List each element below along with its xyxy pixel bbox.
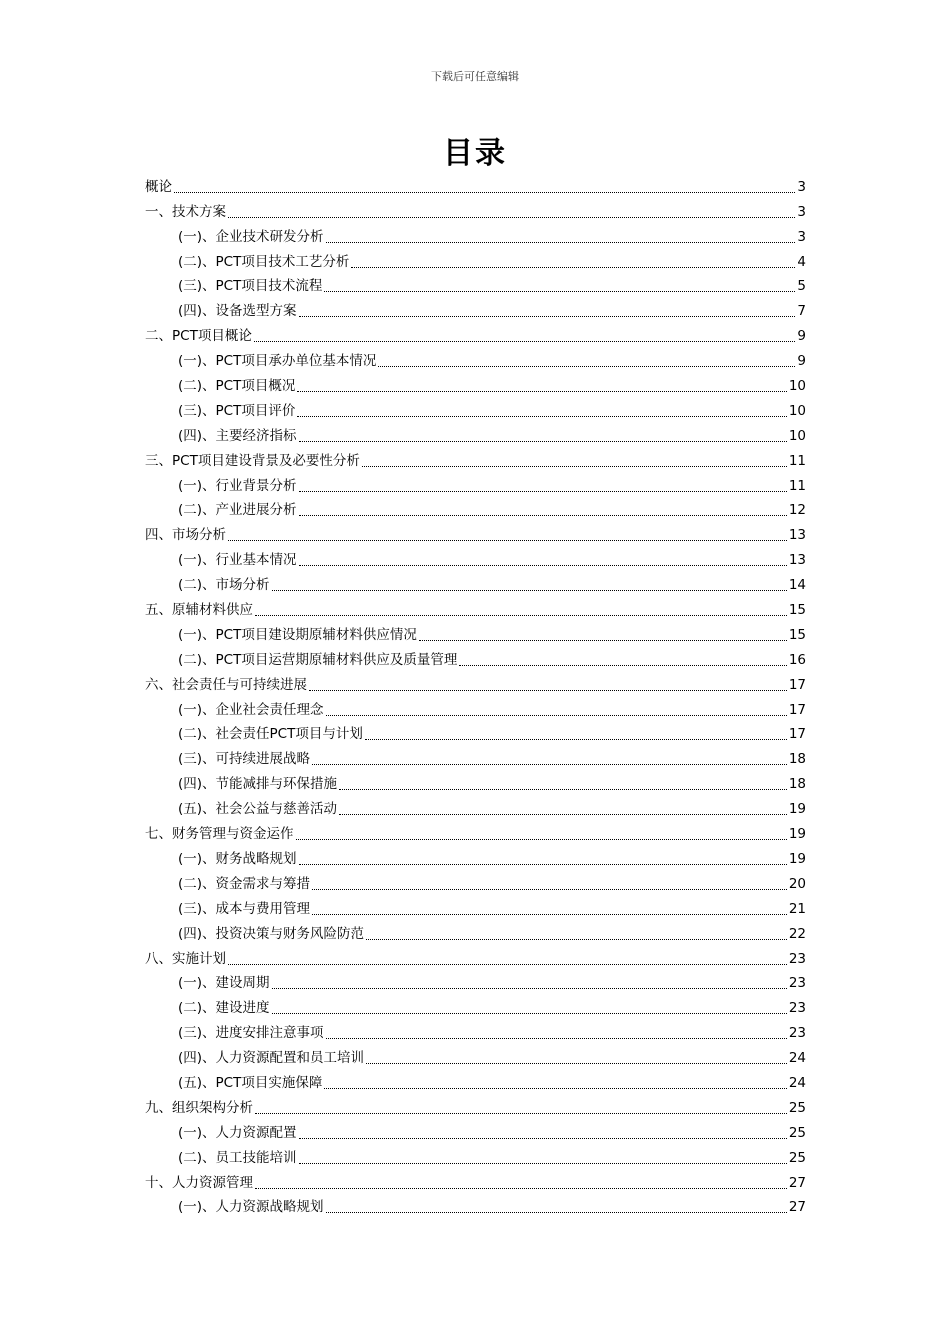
toc-entry[interactable] [145, 946, 806, 971]
toc-entry-page-number: 19 [788, 826, 806, 843]
toc-dot-leader [228, 946, 787, 965]
toc-entry-page-number: 23 [788, 950, 806, 967]
toc-dot-leader [299, 846, 787, 865]
toc-entry[interactable] [145, 971, 806, 996]
toc-entry-page-number: 4 [797, 253, 806, 270]
toc-entry[interactable] [145, 547, 806, 572]
toc-entry[interactable] [145, 622, 806, 647]
toc-entry[interactable] [145, 771, 806, 796]
toc-dot-leader [326, 697, 787, 716]
toc-entry-page-number: 9 [797, 353, 806, 370]
toc-entry-label: 概论 [145, 178, 172, 195]
toc-entry[interactable] [145, 597, 806, 622]
toc-dot-leader [299, 1120, 787, 1139]
toc-entry[interactable] [145, 572, 806, 597]
toc-dot-leader [324, 273, 795, 292]
toc-entry-label: 四、市场分析 [145, 527, 226, 544]
toc-entry-page-number: 24 [788, 1074, 806, 1091]
toc-dot-leader [299, 473, 787, 492]
toc-entry-page-number: 23 [788, 975, 806, 992]
toc-entry[interactable] [145, 1145, 806, 1170]
toc-entry-label: 八、实施计划 [145, 950, 226, 967]
toc-entry-page-number: 17 [788, 676, 806, 693]
page-title: 目录 [443, 136, 507, 171]
toc-entry-page-number: 24 [788, 1050, 806, 1067]
toc-entry-page-number: 22 [788, 925, 806, 942]
toc-entry[interactable] [145, 448, 806, 473]
toc-entry-label: (五)、PCT项目实施保障 [178, 1074, 323, 1091]
toc-entry[interactable] [145, 323, 806, 348]
toc-entry-page-number: 15 [788, 602, 806, 619]
toc-entry[interactable] [145, 174, 806, 199]
toc-dot-leader [174, 174, 795, 193]
toc-dot-leader [299, 1145, 787, 1164]
toc-entry-page-number: 13 [788, 552, 806, 569]
toc-entry-page-number: 21 [788, 900, 806, 917]
toc-entry-label: (四)、节能减排与环保措施 [178, 776, 338, 793]
toc-dot-leader [309, 672, 787, 691]
toc-dot-leader [299, 298, 796, 317]
toc-entry-page-number: 25 [788, 1149, 806, 1166]
toc-dot-leader [297, 398, 786, 417]
toc-entry-label: (四)、设备选型方案 [178, 303, 297, 320]
toc-entry-page-number: 25 [788, 1099, 806, 1116]
toc-dot-leader [365, 721, 787, 740]
toc-entry[interactable] [145, 274, 806, 299]
toc-entry[interactable] [145, 697, 806, 722]
toc-entry-page-number: 19 [788, 801, 806, 818]
toc-dot-leader [419, 622, 787, 641]
toc-entry[interactable] [145, 224, 806, 249]
toc-entry-page-number: 25 [788, 1124, 806, 1141]
toc-entry-page-number: 18 [788, 751, 806, 768]
toc-entry[interactable] [145, 348, 806, 373]
toc-entry-label: (一)、行业背景分析 [178, 477, 297, 494]
toc-dot-leader [326, 1194, 787, 1213]
toc-entry[interactable] [145, 1020, 806, 1045]
toc-entry-page-number: 3 [797, 228, 806, 245]
toc-entry-label: (一)、人力资源配置 [178, 1124, 297, 1141]
toc-entry-page-number: 23 [788, 1000, 806, 1017]
toc-entry[interactable] [145, 522, 806, 547]
toc-dot-leader [339, 771, 787, 790]
toc-dot-leader [351, 249, 795, 268]
toc-entry[interactable] [145, 373, 806, 398]
toc-entry-label: 六、社会责任与可持续进展 [145, 676, 307, 693]
toc-dot-leader [366, 921, 787, 940]
toc-dot-leader [324, 1070, 786, 1089]
toc-entry-page-number: 16 [788, 651, 806, 668]
toc-entry[interactable] [145, 672, 806, 697]
toc-entry-label: (二)、员工技能培训 [178, 1149, 297, 1166]
toc-entry-page-number: 20 [788, 875, 806, 892]
toc-dot-leader [272, 995, 787, 1014]
toc-dot-leader [255, 1095, 787, 1114]
toc-entry[interactable] [145, 473, 806, 498]
toc-entry-page-number: 15 [788, 626, 806, 643]
table-of-contents [145, 174, 806, 1219]
toc-entry[interactable] [145, 423, 806, 448]
toc-entry[interactable] [145, 796, 806, 821]
toc-entry-label: (一)、财务战略规划 [178, 850, 297, 867]
toc-entry-label: (二)、PCT项目技术工艺分析 [178, 253, 350, 270]
toc-entry[interactable] [145, 722, 806, 747]
toc-dot-leader [228, 199, 795, 218]
toc-entry-label: (三)、进度安排注意事项 [178, 1025, 324, 1042]
toc-entry-label: (一)、PCT项目建设期原辅材料供应情况 [178, 626, 417, 643]
toc-entry[interactable] [145, 647, 806, 672]
toc-dot-leader [299, 497, 787, 516]
toc-entry[interactable] [145, 1070, 806, 1095]
toc-dot-leader [362, 448, 787, 467]
toc-entry-page-number: 3 [797, 178, 806, 195]
toc-dot-leader [459, 647, 786, 666]
toc-entry-label: 二、PCT项目概论 [145, 328, 252, 345]
toc-entry-label: (一)、建设周期 [178, 975, 270, 992]
toc-entry-page-number: 23 [788, 1025, 806, 1042]
toc-entry[interactable] [145, 846, 806, 871]
toc-entry-page-number: 19 [788, 850, 806, 867]
toc-entry-label: 一、技术方案 [145, 203, 226, 220]
toc-dot-leader [326, 224, 796, 243]
toc-entry[interactable] [145, 821, 806, 846]
toc-entry[interactable] [145, 921, 806, 946]
toc-entry[interactable] [145, 398, 806, 423]
toc-entry[interactable] [145, 199, 806, 224]
toc-dot-leader [299, 423, 787, 442]
toc-dot-leader [296, 821, 787, 840]
toc-entry-page-number: 11 [788, 477, 806, 494]
toc-entry[interactable] [145, 1170, 806, 1195]
toc-dot-leader [297, 373, 786, 392]
toc-dot-leader [272, 572, 787, 591]
header-note: 下载后可任意编辑 [431, 70, 519, 83]
toc-entry[interactable] [145, 1120, 806, 1145]
toc-entry-label: 五、原辅材料供应 [145, 602, 253, 619]
toc-entry-page-number: 5 [797, 278, 806, 295]
toc-entry-label: (二)、产业进展分析 [178, 502, 297, 519]
toc-entry-page-number: 3 [797, 203, 806, 220]
toc-entry-label: 九、组织架构分析 [145, 1099, 253, 1116]
toc-entry-label: (一)、PCT项目承办单位基本情况 [178, 353, 377, 370]
toc-dot-leader [312, 871, 787, 890]
toc-entry[interactable] [145, 249, 806, 274]
toc-entry[interactable] [145, 1045, 806, 1070]
toc-entry[interactable] [145, 298, 806, 323]
toc-entry-label: (三)、PCT项目评价 [178, 402, 296, 419]
toc-entry-label: (一)、人力资源战略规划 [178, 1199, 324, 1216]
toc-entry-label: (三)、成本与费用管理 [178, 900, 311, 917]
toc-dot-leader [299, 547, 787, 566]
toc-entry-label: (三)、可持续进展战略 [178, 751, 311, 768]
toc-dot-leader [326, 1020, 787, 1039]
toc-entry-page-number: 9 [797, 328, 806, 345]
toc-entry-label: (一)、行业基本情况 [178, 552, 297, 569]
toc-entry-page-number: 13 [788, 527, 806, 544]
toc-dot-leader [254, 323, 796, 342]
toc-entry-page-number: 10 [788, 402, 806, 419]
toc-entry-label: (一)、企业社会责任理念 [178, 701, 324, 718]
toc-entry[interactable] [145, 896, 806, 921]
toc-entry-label: (一)、企业技术研发分析 [178, 228, 324, 245]
toc-entry-label: (二)、建设进度 [178, 1000, 270, 1017]
toc-entry-label: (二)、资金需求与筹措 [178, 875, 311, 892]
toc-dot-leader [366, 1045, 787, 1064]
toc-entry-page-number: 27 [788, 1199, 806, 1216]
toc-entry[interactable] [145, 498, 806, 523]
toc-entry[interactable] [145, 995, 806, 1020]
toc-entry[interactable] [145, 746, 806, 771]
toc-entry-label: (二)、市场分析 [178, 577, 270, 594]
toc-entry-label: (四)、人力资源配置和员工培训 [178, 1050, 365, 1067]
toc-dot-leader [378, 348, 795, 367]
toc-entry-page-number: 17 [788, 726, 806, 743]
toc-entry-label: 七、财务管理与资金运作 [145, 826, 294, 843]
toc-entry-label: (四)、主要经济指标 [178, 427, 297, 444]
toc-entry-label: (二)、PCT项目运营期原辅材料供应及质量管理 [178, 651, 458, 668]
toc-entry-page-number: 10 [788, 378, 806, 395]
toc-entry-page-number: 14 [788, 577, 806, 594]
toc-entry-page-number: 27 [788, 1174, 806, 1191]
toc-entry-label: (二)、PCT项目概况 [178, 378, 296, 395]
toc-entry-page-number: 7 [797, 303, 806, 320]
toc-entry-page-number: 11 [788, 452, 806, 469]
toc-entry[interactable] [145, 1095, 806, 1120]
toc-entry[interactable] [145, 871, 806, 896]
toc-dot-leader [312, 746, 787, 765]
toc-entry-page-number: 10 [788, 427, 806, 444]
toc-dot-leader [255, 597, 787, 616]
toc-entry-label: (三)、PCT项目技术流程 [178, 278, 323, 295]
toc-dot-leader [272, 970, 787, 989]
toc-entry[interactable] [145, 1195, 806, 1220]
toc-entry-label: (二)、社会责任PCT项目与计划 [178, 726, 363, 743]
toc-entry-page-number: 17 [788, 701, 806, 718]
toc-dot-leader [228, 522, 787, 541]
toc-entry-label: (五)、社会公益与慈善活动 [178, 801, 338, 818]
toc-entry-label: 三、PCT项目建设背景及必要性分析 [145, 452, 360, 469]
toc-dot-leader [255, 1170, 787, 1189]
toc-dot-leader [312, 896, 787, 915]
toc-entry-label: 十、人力资源管理 [145, 1174, 253, 1191]
toc-entry-page-number: 18 [788, 776, 806, 793]
toc-dot-leader [339, 796, 787, 815]
toc-entry-page-number: 12 [788, 502, 806, 519]
toc-entry-label: (四)、投资决策与财务风险防范 [178, 925, 365, 942]
